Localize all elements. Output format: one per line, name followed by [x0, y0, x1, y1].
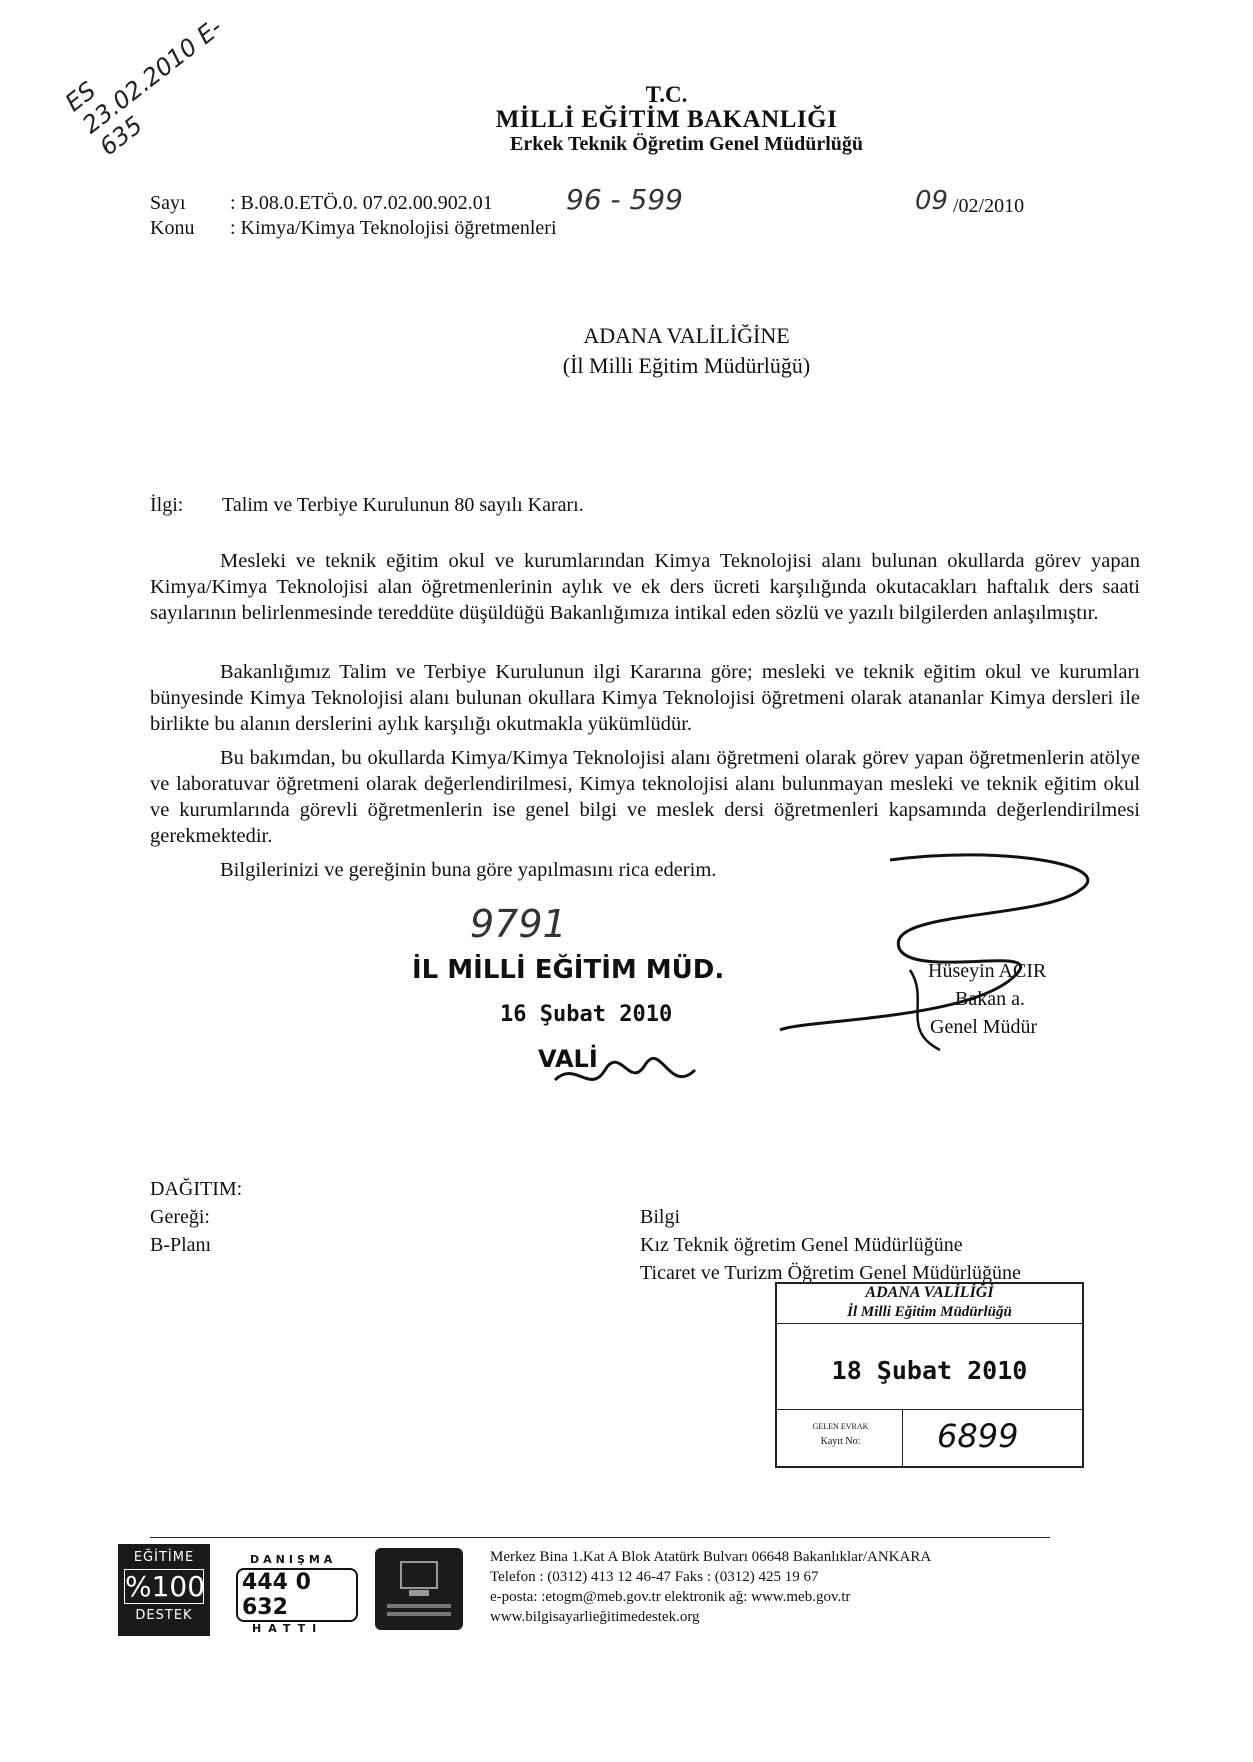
footer-web: www.bilgisayarlieğitimedestek.org — [490, 1609, 700, 1625]
body-paragraph-3: Bu bakımdan, bu okullarda Kimya/Kimya Teknolojisi alanı öğretmeni olarak görev yapan öğretmenlerin atölye ve laboratuvar öğretmeni olarak değerlendirilmesi, Kimya teknolojisi alanı bulunmayan mesleki ve teknik eğitim okul ve kurumlarında görevli öğretmenlerin ise genel bilgi ve meslek dersi öğretmenleri kapsamında değerlendirilmesi gerekmektedir. — [150, 747, 1140, 847]
addressee-line2: (İl Milli Eğitim Müdürlüğü) — [562, 353, 811, 378]
receipt-stamp-date: 18 Şubat 2010 — [831, 1356, 1028, 1385]
signatory-name: Hüseyin ACIR — [928, 960, 1047, 982]
logo2-number: 444 0 632 — [236, 1568, 358, 1622]
logo1-top: EĞİTİME — [133, 1550, 195, 1565]
header-tc: T.C. — [645, 82, 688, 107]
bilgisayarli-egitim-logo — [375, 1548, 463, 1630]
body-paragraph-1: Mesleki ve teknik eğitim okul ve kurumlarından Kimya Teknolojisi alanı bulunan okullarda görev yapan Kimya/Kimya Teknolojisi alan öğretmenlerinin aylık ve ek ders ücreti karşılığında okutacakları haftalık ders saati sayılarının belirlenmesinde tereddüte düşüldüğü Bakanlığımıza intikal eden sözlü ve yazılı bilgilerden anlaşılmıştır. — [150, 550, 1140, 624]
local-office-stamp: İL MİLLİ EĞİTİM MÜD. — [412, 955, 725, 985]
footer-divider — [150, 1537, 1050, 1538]
receipt-stamp-line1: ADANA VALİLİĞİ — [865, 1284, 994, 1301]
ilgi-label: İlgi: — [150, 494, 184, 516]
geregi-label: Gereği: — [150, 1206, 210, 1228]
body-paragraph-2: Bakanlığımız Talim ve Terbiye Kurulunun ilgi Kararına göre; mesleki ve teknik eğitim okul ve kurumları bünyesinde Kimya Teknolojisi alanı bulunan okullara Kimya Teknolojisi öğretmeni olarak atananlar Kimya dersleri ile birlikte bu alanın derslerini aylık karşılığı okutmakla yükümlüdür. — [150, 661, 1140, 735]
danisma-hatti-logo — [236, 1553, 358, 1635]
directorate-name: Erkek Teknik Öğretim Genel Müdürlüğü — [509, 133, 864, 155]
footer-email: e-posta: :etogm@meb.gov.tr elektronik ağ: www.meb.gov.tr — [490, 1589, 851, 1605]
ilgi-text: Talim ve Terbiye Kurulunun 80 sayılı Kararı. — [222, 494, 584, 516]
date-handwritten-day: 09 — [915, 186, 949, 216]
egitime-destek-logo — [118, 1544, 210, 1636]
distribution-title: DAĞITIM: — [150, 1178, 243, 1200]
logo1-mid: %100 — [125, 1570, 206, 1603]
receipt-kayit-number: 6899 — [937, 1417, 1019, 1455]
bilgi-item-2: Ticaret ve Turizm Öğretim Genel Müdürlüğüne — [640, 1262, 1021, 1284]
body-paragraph-4: Bilgilerinizi ve gereğinin buna göre yapılmasını rica ederim. — [220, 859, 717, 881]
incoming-number-handwritten: 9791 — [470, 902, 567, 946]
bilgi-item-1: Kız Teknik öğretim Genel Müdürlüğüne — [640, 1234, 963, 1256]
ministry-name: MİLLİ EĞİTİM BAKANLIĞI — [495, 106, 838, 133]
vali-signature — [535, 1040, 705, 1105]
addressee-line1: ADANA VALİLİĞİNE — [583, 323, 790, 348]
konu-value: : Kimya/Kimya Teknolojisi öğretmenleri — [230, 217, 557, 239]
receipt-kayit-small: GELEN EVRAK — [812, 1422, 869, 1431]
receipt-stamp-line2: İl Milli Eğitim Müdürlüğü — [777, 1304, 1082, 1324]
sayi-handwritten: 96 - 599 — [566, 183, 683, 216]
margin-handwritten-note: ES 23.02.2010 E-635 — [60, 13, 228, 162]
signatory-title2: Genel Müdür — [930, 1016, 1038, 1038]
logo2-top: DANIŞMA — [250, 1553, 337, 1566]
logo1-bot: DESTEK — [135, 1608, 193, 1623]
signatory-title1: Bakan a. — [955, 988, 1025, 1010]
footer-phone: Telefon : (0312) 413 12 46-47 Faks : (0312) 425 19 67 — [490, 1569, 819, 1585]
sayi-label: Sayı — [150, 192, 186, 214]
receipt-stamp — [775, 1282, 1084, 1468]
footer-address: Merkez Bina 1.Kat A Blok Atatürk Bulvarı 06648 Bakanlıklar/ANKARA — [490, 1549, 932, 1565]
document-date: /02/2010 — [953, 195, 1025, 217]
receipt-kayit-label: Kayıt No: — [820, 1436, 861, 1447]
logo2-bot: HATTI — [252, 1622, 324, 1635]
sayi-value: : B.08.0.ETÖ.0. 07.02.00.902.01 — [230, 192, 493, 214]
local-stamp-date: 16 Şubat 2010 — [500, 1002, 673, 1027]
konu-label: Konu — [150, 217, 195, 239]
vali-label: VALİ — [538, 1045, 598, 1073]
computer-icon — [375, 1548, 463, 1630]
geregi-item: B-Planı — [150, 1234, 212, 1256]
bilgi-label: Bilgi — [640, 1206, 681, 1228]
